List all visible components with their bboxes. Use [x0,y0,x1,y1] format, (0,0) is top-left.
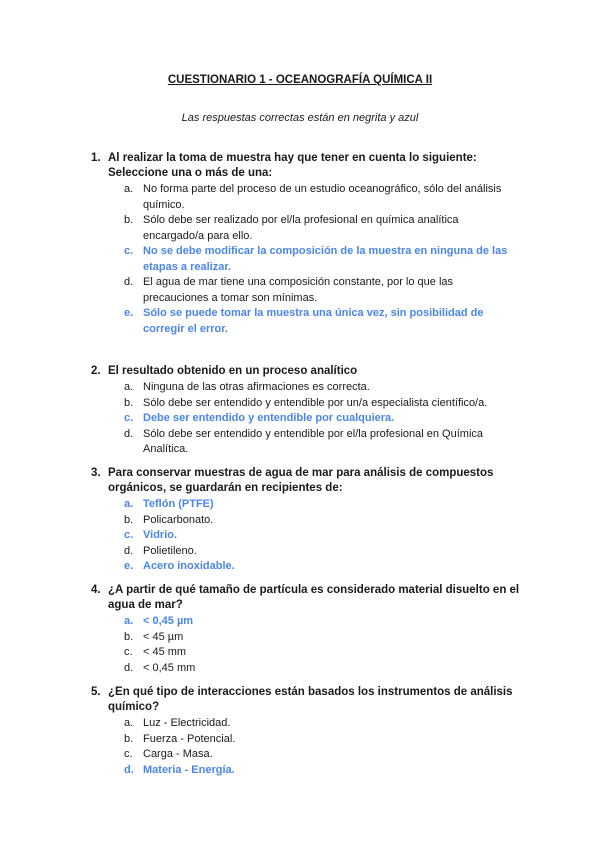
option-list [124,380,521,458]
option-e [124,559,521,575]
option-text: Fuerza - Potencial. [143,732,236,745]
question-1 [91,151,521,337]
option-letter: a. [124,498,134,510]
option-d [124,427,521,458]
question-text: Al realizar la toma de muestra hay que tener en cuenta lo siguiente: Seleccione una o más de una: [108,152,477,179]
option-c [124,244,521,275]
option-b [124,732,521,748]
document-title: CUESTIONARIO 1 - OCEANOGRAFÍA QUÍMICA II [167,74,433,86]
option-text: < 0,45 mm [143,661,196,674]
option-c [124,411,521,427]
option-letter: c. [124,748,133,760]
option-text: Sólo se puede tomar la muestra una única vez, sin posibilidad de corregir el error. [143,307,484,335]
option-list [124,614,521,676]
option-letter: a. [124,381,134,393]
option-text: Polietileno. [143,544,197,557]
option-c [124,645,521,661]
option-list [124,497,521,575]
answer-key-note: Las respuestas correctas están en negrita y azul [181,112,419,124]
question-text: Para conservar muestras de agua de mar para análisis de compuestos orgánicos, se guardarán en recipientes de: [108,467,494,494]
option-d [124,544,521,560]
option-letter: c. [124,646,133,658]
option-letter: a. [124,183,134,195]
option-d [124,661,521,677]
option-letter: d. [124,763,134,776]
option-text: < 45 µm [143,630,184,643]
option-a [124,614,521,630]
option-text: No forma parte del proceso de un estudio oceanográfico, sólo del análisis químico. [143,183,502,211]
option-text: No se debe modificar la composición de la muestra en ninguna de las etapas a realizar. [143,245,508,273]
option-text: Sólo debe ser realizado por el/la profesional en química analítica encargado/a para ello. [143,214,459,242]
option-text: Luz - Electricidad. [143,717,231,729]
option-text: Policarbonato. [143,513,214,526]
option-a [124,182,521,213]
option-letter: b. [124,630,134,643]
question-4 [91,583,521,676]
option-d [124,275,521,306]
question-number: 2. [91,365,101,377]
option-letter: d. [124,544,134,557]
option-letter: b. [124,513,134,526]
option-b [124,630,521,646]
option-letter: d. [124,276,134,288]
option-b [124,513,521,529]
option-letter: d. [124,427,134,440]
option-text: Carga - Masa. [143,748,213,760]
option-text: Teflón (PTFE) [143,498,214,510]
option-a [124,497,521,513]
question-text: ¿En qué tipo de interacciones están basados los instrumentos de análisis químico? [108,686,513,713]
option-text: Sólo debe ser entendido y entendible por el/la profesional en Química Analítica. [143,427,484,455]
option-c [124,528,521,544]
question-number: 1. [91,152,101,164]
option-letter: e. [124,560,134,572]
question-number: 3. [91,467,101,479]
option-list [124,182,521,337]
option-letter: a. [124,717,134,729]
option-letter: b. [124,214,134,226]
option-text: Sólo debe ser entendido y entendible por un/a especialista científico/a. [143,396,488,409]
option-text: El agua de mar tiene una composición constante, por lo que las precauciones a tomar son mínimas. [143,276,454,304]
question-3 [91,466,521,575]
option-a [124,716,521,732]
option-e [124,306,521,337]
question-2 [91,364,521,458]
option-letter: b. [124,396,134,409]
question-5 [91,685,521,778]
option-list [124,716,521,778]
option-letter: d. [124,661,134,674]
option-text: < 0,45 µm [143,615,194,627]
option-letter: a. [124,615,134,627]
option-a [124,380,521,396]
option-letter: c. [124,412,134,424]
option-letter: c. [124,245,134,257]
question-text: ¿A partir de qué tamaño de partícula es considerado material disuelto en el agua de mar? [108,584,520,611]
option-d [124,763,521,779]
option-text: Vidrio. [143,529,178,541]
question-number: 5. [91,686,101,698]
option-text: < 45 mm [143,646,187,658]
option-letter: e. [124,307,134,319]
option-b [124,396,521,412]
question-number: 4. [91,584,101,596]
option-text: Ninguna de las otras afirmaciones es correcta. [143,381,370,393]
option-b [124,213,521,244]
option-text: Acero inoxidable. [143,560,235,572]
question-text: El resultado obtenido en un proceso analítico [108,365,358,377]
option-letter: c. [124,529,134,541]
option-c [124,747,521,763]
option-text: Debe ser entendido y entendible por cualquiera. [143,412,395,424]
option-text: Materia - Energía. [143,763,235,776]
option-letter: b. [124,732,134,745]
